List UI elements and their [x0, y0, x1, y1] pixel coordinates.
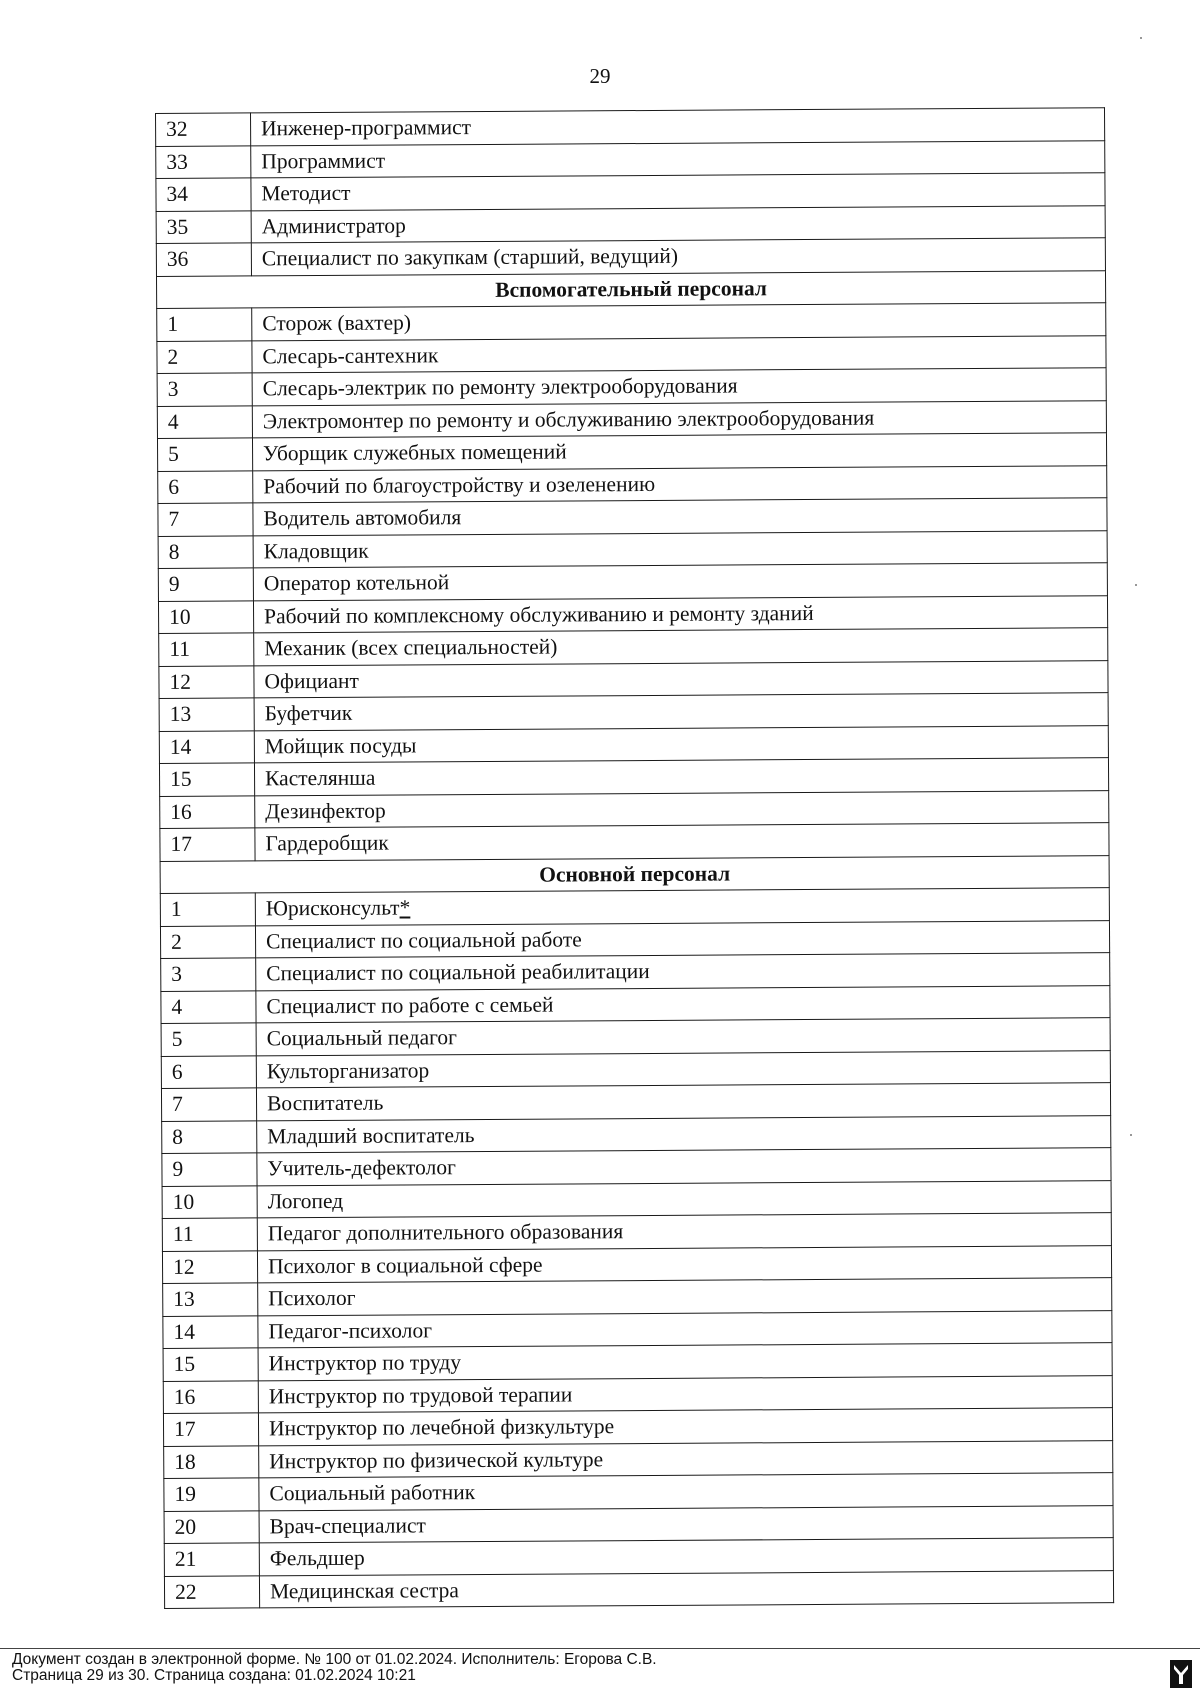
position-name-cell	[255, 823, 1109, 861]
row-number: 10	[162, 1185, 257, 1218]
footer-line-page: Страница 29 из 30. Страница создана: 01.02.2024 10:21	[12, 1667, 416, 1684]
document-system-logo-icon	[1170, 1660, 1192, 1688]
position-name: Социальный педагог	[266, 1025, 458, 1051]
position-name: Культорганизатор	[266, 1058, 430, 1084]
position-name: Специалист по социальной работе	[265, 927, 582, 954]
position-name-cell	[255, 790, 1109, 828]
row-number: 9	[162, 1153, 257, 1186]
position-name-cell	[254, 725, 1108, 763]
positions-table-body	[156, 108, 1114, 1609]
document-footer	[12, 1652, 657, 1684]
row-number: 1	[157, 308, 252, 341]
position-name: Учитель-дефектолог	[267, 1155, 456, 1181]
position-name-cell	[254, 758, 1108, 796]
position-name-cell	[252, 400, 1106, 438]
scan-speck	[1135, 584, 1137, 586]
table-row	[164, 1570, 1113, 1608]
row-number: 7	[158, 503, 253, 536]
position-name-cell	[251, 173, 1105, 211]
row-number: 16	[163, 1380, 258, 1413]
position-name-cell	[252, 335, 1106, 373]
row-number: 1	[160, 893, 255, 926]
position-name: Социальный работник	[269, 1480, 476, 1506]
position-name-cell	[258, 1310, 1112, 1348]
position-name-cell	[255, 920, 1109, 958]
position-name: Специалист по закупкам (старший, ведущий)	[261, 244, 679, 271]
position-name: Медицинская сестра	[269, 1577, 460, 1604]
position-name: Психолог в социальной сфере	[267, 1252, 543, 1279]
row-number: 32	[156, 113, 251, 146]
footer-line-document: Документ создан в электронной форме. № 100 от 01.02.2024. Исполнитель: Егорова С.В.	[12, 1651, 657, 1668]
position-name-cell	[256, 1050, 1110, 1088]
row-number: 9	[158, 568, 253, 601]
footer-divider	[0, 1648, 1200, 1649]
section-title: Основной персонал	[160, 855, 1109, 893]
position-name-cell	[254, 693, 1108, 731]
row-number: 10	[158, 600, 253, 633]
row-number: 12	[162, 1250, 257, 1283]
position-name: Уборщик служебных помещений	[263, 439, 567, 466]
position-name-cell	[251, 205, 1105, 243]
position-name: Специалист по социальной реабилитации	[266, 959, 650, 986]
row-number: 5	[157, 438, 252, 471]
position-name: Инструктор по труду	[268, 1350, 462, 1376]
position-name-cell	[252, 303, 1106, 341]
position-name: Водитель автомобиля	[263, 505, 462, 531]
position-name: Логопед	[267, 1188, 344, 1214]
position-name-cell	[253, 563, 1107, 601]
row-number: 2	[157, 340, 252, 373]
row-number: 5	[161, 1023, 256, 1056]
position-name: Механик (всех специальностей)	[264, 634, 558, 661]
position-name: Инструктор по физической культуре	[269, 1447, 604, 1474]
position-name-cell	[259, 1570, 1113, 1608]
section-title: Вспомогательный персонал	[156, 270, 1105, 308]
position-name: Кладовщик	[263, 538, 369, 564]
position-name: Гардеробщик	[265, 830, 389, 856]
position-name-cell	[253, 498, 1107, 536]
position-name-cell	[259, 1538, 1113, 1576]
row-number: 3	[157, 373, 252, 406]
row-number: 15	[159, 763, 254, 796]
row-number: 17	[160, 828, 255, 861]
position-name: Кастелянша	[264, 765, 376, 791]
position-name: Электромонтер по ремонту и обслуживанию электрооборудования	[262, 405, 875, 434]
row-number: 11	[162, 1218, 257, 1251]
position-name-cell	[257, 1180, 1111, 1218]
row-number: 12	[159, 665, 254, 698]
row-number: 4	[161, 990, 256, 1023]
position-name: Младший воспитатель	[267, 1122, 475, 1149]
position-name: Воспитатель	[266, 1090, 384, 1116]
position-name-cell	[253, 595, 1107, 633]
page-number: 29	[589, 64, 611, 88]
position-name-cell	[254, 660, 1108, 698]
row-number: 20	[164, 1510, 259, 1543]
position-name-cell	[255, 888, 1109, 926]
position-name: Педагог дополнительного образования	[267, 1219, 624, 1246]
position-name: Слесарь-электрик по ремонту электрооборудования	[262, 373, 738, 401]
position-name-cell	[252, 368, 1106, 406]
row-number: 16	[160, 795, 255, 828]
position-name: Буфетчик	[264, 701, 353, 726]
row-number: 15	[163, 1348, 258, 1381]
row-number: 14	[163, 1315, 258, 1348]
position-name: Оператор котельной	[263, 570, 450, 596]
row-number: 14	[159, 730, 254, 763]
position-name-cell	[257, 1245, 1111, 1283]
row-number: 33	[156, 145, 251, 178]
position-name-cell	[257, 1213, 1111, 1251]
row-number: 8	[158, 535, 253, 568]
footnote-mark: *	[399, 895, 411, 920]
row-number: 4	[157, 405, 252, 438]
position-name-cell	[251, 140, 1105, 178]
position-name: Специалист по работе с семьей	[266, 992, 554, 1019]
position-name-cell	[252, 433, 1106, 471]
scan-speck	[1140, 37, 1142, 39]
position-name-cell	[251, 238, 1105, 276]
position-name: Юрисконсульт	[265, 895, 400, 921]
row-number: 13	[159, 698, 254, 731]
row-number: 8	[162, 1120, 257, 1153]
row-number: 2	[160, 925, 255, 958]
position-name-cell	[259, 1440, 1113, 1478]
position-name-cell	[254, 628, 1108, 666]
position-name-cell	[257, 1148, 1111, 1186]
position-name-cell	[258, 1343, 1112, 1381]
position-name: Инструктор по трудовой терапии	[268, 1382, 573, 1409]
position-name: Педагог-психолог	[268, 1318, 433, 1344]
position-name-cell	[258, 1278, 1112, 1316]
row-number: 35	[156, 210, 251, 243]
position-name: Дезинфектор	[265, 798, 386, 824]
position-name-cell	[253, 530, 1107, 568]
position-name: Врач-специалист	[269, 1513, 426, 1539]
row-number: 36	[156, 243, 251, 276]
row-number: 3	[161, 958, 256, 991]
row-number: 19	[164, 1478, 259, 1511]
position-name-cell	[258, 1408, 1112, 1446]
position-name: Методист	[261, 181, 351, 206]
row-number: 17	[163, 1413, 258, 1446]
scan-speck	[1130, 1134, 1132, 1136]
position-name: Сторож (вахтер)	[262, 310, 412, 336]
position-name-cell	[258, 1375, 1112, 1413]
row-number: 11	[159, 633, 254, 666]
position-name-cell	[253, 465, 1107, 503]
position-name-cell	[257, 1115, 1111, 1153]
row-number: 21	[164, 1543, 259, 1576]
position-name: Слесарь-сантехник	[262, 343, 439, 369]
position-name: Администратор	[261, 213, 406, 239]
row-number: 6	[161, 1055, 256, 1088]
position-name-cell	[251, 108, 1105, 146]
position-name: Психолог	[268, 1286, 356, 1311]
row-number: 22	[164, 1575, 259, 1608]
row-number: 7	[161, 1088, 256, 1121]
row-number: 13	[163, 1283, 258, 1316]
position-name: Фельдшер	[269, 1545, 365, 1571]
position-name: Инженер-программист	[261, 115, 472, 141]
position-name: Официант	[264, 668, 359, 694]
row-number: 18	[164, 1445, 259, 1478]
position-name-cell	[259, 1473, 1113, 1511]
position-name: Рабочий по благоустройству и озеленению	[263, 471, 656, 499]
position-name-cell	[256, 1018, 1110, 1056]
position-name: Инструктор по лечебной физкультуре	[268, 1414, 615, 1441]
row-number: 34	[156, 178, 251, 211]
row-number: 6	[158, 470, 253, 503]
position-name: Мойщик посуды	[264, 733, 417, 759]
position-name-cell	[259, 1505, 1113, 1543]
position-name-cell	[256, 985, 1110, 1023]
position-name-cell	[256, 953, 1110, 991]
positions-table	[155, 107, 1114, 1609]
position-name: Программист	[261, 148, 386, 174]
position-name-cell	[256, 1083, 1110, 1121]
position-name: Рабочий по комплексному обслуживанию и ремонту зданий	[264, 600, 814, 629]
